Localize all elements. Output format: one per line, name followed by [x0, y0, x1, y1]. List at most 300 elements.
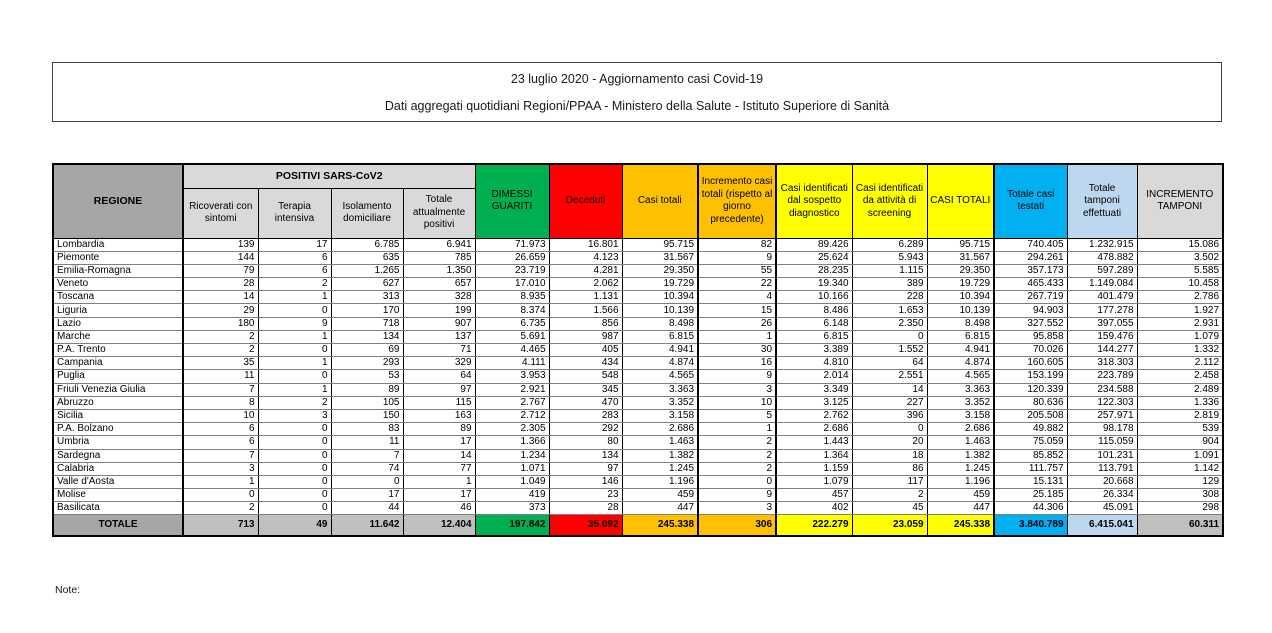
table-cell: 146: [549, 475, 622, 488]
table-cell: 0: [852, 330, 927, 343]
covid-table: [52, 163, 1224, 537]
region-name: Emilia-Romagna: [53, 264, 183, 277]
table-cell: 25.624: [776, 251, 852, 264]
table-cell: 1.079: [776, 475, 852, 488]
column-header-13: Totale tamponi effettuati: [1067, 164, 1137, 238]
table-cell: 1.265: [331, 264, 403, 277]
region-name: Lombardia: [53, 238, 183, 251]
table-cell: 357.173: [994, 264, 1067, 277]
table-cell: 2.686: [776, 423, 852, 436]
table-cell: 1.159: [776, 462, 852, 475]
table-cell: 95.858: [994, 330, 1067, 343]
note-label: Note:: [55, 584, 81, 596]
table-cell: 205.508: [994, 409, 1067, 422]
table-cell: 4.810: [776, 357, 852, 370]
table-cell: 4.941: [622, 344, 698, 357]
table-cell: 1: [698, 423, 776, 436]
table-cell: 10.166: [776, 291, 852, 304]
table-cell: 627: [331, 278, 403, 291]
region-row: [53, 462, 1223, 475]
column-header-4: Totale attualmente positivi: [403, 188, 475, 238]
region-name: Abruzzo: [53, 396, 183, 409]
column-header-11: CASI TOTALI: [927, 164, 994, 238]
table-cell: 328: [403, 291, 475, 304]
table-cell: 434: [549, 357, 622, 370]
table-cell: 0: [258, 370, 331, 383]
table-cell: 6: [183, 436, 258, 449]
table-cell: 402: [776, 502, 852, 515]
table-cell: 2.062: [549, 278, 622, 291]
table-cell: 1.131: [549, 291, 622, 304]
region-name: Toscana: [53, 291, 183, 304]
table-cell: 5: [698, 409, 776, 422]
table-cell: 113.791: [1067, 462, 1137, 475]
region-name: Puglia: [53, 370, 183, 383]
table-cell: 718: [331, 317, 403, 330]
table-cell: 267.719: [994, 291, 1067, 304]
table-cell: 28: [549, 502, 622, 515]
region-row: [53, 449, 1223, 462]
table-cell: 82: [698, 238, 776, 251]
table-cell: 3.363: [927, 383, 994, 396]
table-cell: 3: [258, 409, 331, 422]
table-cell: 0: [258, 449, 331, 462]
table-cell: 1.382: [622, 449, 698, 462]
table-cell: 6.735: [475, 317, 549, 330]
total-cell: 222.279: [776, 515, 852, 536]
table-cell: 177.278: [1067, 304, 1137, 317]
table-cell: 2: [698, 449, 776, 462]
table-cell: 904: [1137, 436, 1223, 449]
table-cell: 4.874: [927, 357, 994, 370]
table-cell: 45.091: [1067, 502, 1137, 515]
region-name: Sicilia: [53, 409, 183, 422]
table-cell: 79: [183, 264, 258, 277]
region-row: [53, 370, 1223, 383]
table-cell: 7: [183, 449, 258, 462]
table-cell: 80.636: [994, 396, 1067, 409]
table-cell: 0: [258, 489, 331, 502]
table-cell: 459: [927, 489, 994, 502]
region-name: Basilicata: [53, 502, 183, 515]
table-cell: 234.588: [1067, 383, 1137, 396]
total-cell: 713: [183, 515, 258, 536]
table-cell: 6.815: [622, 330, 698, 343]
table-cell: 3.349: [776, 383, 852, 396]
table-cell: 5.943: [852, 251, 927, 264]
total-cell: 49: [258, 515, 331, 536]
table-cell: 6: [258, 251, 331, 264]
table-cell: 1.927: [1137, 304, 1223, 317]
total-cell: 6.415.041: [1067, 515, 1137, 536]
group-header-positivi: POSITIVI SARS-CoV2: [183, 164, 475, 188]
table-cell: 10: [183, 409, 258, 422]
column-header-14: INCREMENTO TAMPONI: [1137, 164, 1223, 238]
table-cell: 3: [183, 462, 258, 475]
table-cell: 396: [852, 409, 927, 422]
region-row: [53, 489, 1223, 502]
table-cell: 115: [403, 396, 475, 409]
table-cell: 120.339: [994, 383, 1067, 396]
table-cell: 459: [622, 489, 698, 502]
table-cell: 327.552: [994, 317, 1067, 330]
table-cell: 2.305: [475, 423, 549, 436]
table-cell: 0: [183, 489, 258, 502]
table-body: [53, 238, 1223, 536]
table-cell: 1.196: [622, 475, 698, 488]
table-cell: 740.405: [994, 238, 1067, 251]
table-cell: 8.935: [475, 291, 549, 304]
table-cell: 17: [331, 489, 403, 502]
table-cell: 98.178: [1067, 423, 1137, 436]
table-cell: 8.498: [622, 317, 698, 330]
table-cell: 6: [258, 264, 331, 277]
region-row: [53, 436, 1223, 449]
column-header-10: Casi identificati da attività di screening: [852, 164, 927, 238]
table-cell: 23: [549, 489, 622, 502]
table-cell: 44: [331, 502, 403, 515]
table-cell: 22: [698, 278, 776, 291]
table-cell: 0: [258, 502, 331, 515]
table-cell: 97: [403, 383, 475, 396]
table-cell: 228: [852, 291, 927, 304]
table-cell: 95.715: [927, 238, 994, 251]
region-row: [53, 304, 1223, 317]
table-cell: 2.112: [1137, 357, 1223, 370]
table-cell: 1: [183, 475, 258, 488]
table-cell: 6: [183, 423, 258, 436]
total-cell: 197.842: [475, 515, 549, 536]
table-cell: 3.352: [927, 396, 994, 409]
table-cell: 0: [258, 423, 331, 436]
table-cell: 97: [549, 462, 622, 475]
region-name: Sardegna: [53, 449, 183, 462]
table-cell: 298: [1137, 502, 1223, 515]
table-cell: 9: [258, 317, 331, 330]
table-cell: 11: [331, 436, 403, 449]
table-cell: 29.350: [927, 264, 994, 277]
table-cell: 77: [403, 462, 475, 475]
table-cell: 160.605: [994, 357, 1067, 370]
table-cell: 86: [852, 462, 927, 475]
table-cell: 4.941: [927, 344, 994, 357]
region-row: [53, 383, 1223, 396]
column-header-2: Terapia intensiva: [258, 188, 331, 238]
table-cell: 907: [403, 317, 475, 330]
table-cell: 3.389: [776, 344, 852, 357]
table-cell: 4.465: [475, 344, 549, 357]
region-row: [53, 317, 1223, 330]
table-cell: 1.149.084: [1067, 278, 1137, 291]
table-cell: 292: [549, 423, 622, 436]
table-cell: 49.882: [994, 423, 1067, 436]
table-cell: 3: [698, 502, 776, 515]
table-cell: 14: [403, 449, 475, 462]
region-name: Marche: [53, 330, 183, 343]
table-cell: 26.659: [475, 251, 549, 264]
table-cell: 2.551: [852, 370, 927, 383]
region-row: [53, 264, 1223, 277]
table-cell: 635: [331, 251, 403, 264]
table-cell: 987: [549, 330, 622, 343]
table-cell: 17.010: [475, 278, 549, 291]
table-cell: 134: [331, 330, 403, 343]
column-header-5: DIMESSI GUARITI: [475, 164, 549, 238]
table-cell: 4.123: [549, 251, 622, 264]
table-cell: 1.245: [622, 462, 698, 475]
table-cell: 16: [698, 357, 776, 370]
table-cell: 1: [403, 475, 475, 488]
table-cell: 8.498: [927, 317, 994, 330]
column-header-regione: REGIONE: [53, 164, 183, 238]
table-cell: 4.111: [475, 357, 549, 370]
table-cell: 83: [331, 423, 403, 436]
table-cell: 144: [183, 251, 258, 264]
column-header-9: Casi identificati dal sospetto diagnostico: [776, 164, 852, 238]
region-name: Calabria: [53, 462, 183, 475]
table-cell: 3.363: [622, 383, 698, 396]
table-cell: 1.091: [1137, 449, 1223, 462]
table-cell: 17: [403, 489, 475, 502]
table-cell: 2.767: [475, 396, 549, 409]
region-row: [53, 344, 1223, 357]
table-cell: 70.026: [994, 344, 1067, 357]
table-cell: 10.139: [622, 304, 698, 317]
column-header-6: Deceduti: [549, 164, 622, 238]
table-cell: 30: [698, 344, 776, 357]
column-header-12: Totale casi testati: [994, 164, 1067, 238]
total-cell: 245.338: [622, 515, 698, 536]
table-cell: 2.712: [475, 409, 549, 422]
table-cell: 9: [698, 251, 776, 264]
table-cell: 117: [852, 475, 927, 488]
table-cell: 1: [698, 330, 776, 343]
table-cell: 3.158: [927, 409, 994, 422]
total-row: [53, 515, 1223, 536]
table-cell: 548: [549, 370, 622, 383]
table-cell: 28.235: [776, 264, 852, 277]
table-cell: 8.374: [475, 304, 549, 317]
table-cell: 137: [403, 330, 475, 343]
table-cell: 313: [331, 291, 403, 304]
table-cell: 7: [331, 449, 403, 462]
table-cell: 26: [698, 317, 776, 330]
region-row: [53, 238, 1223, 251]
report-title: 23 luglio 2020 - Aggiornamento casi Covid-19: [510, 71, 764, 86]
table-cell: 15.131: [994, 475, 1067, 488]
table-cell: 9: [698, 370, 776, 383]
table-cell: 111.757: [994, 462, 1067, 475]
table-cell: 2.686: [622, 423, 698, 436]
table-cell: 1.566: [549, 304, 622, 317]
table-cell: 159.476: [1067, 330, 1137, 343]
table-cell: 3: [698, 383, 776, 396]
table-cell: 856: [549, 317, 622, 330]
column-header-3: Isolamento domiciliare: [331, 188, 403, 238]
table-cell: 1.049: [475, 475, 549, 488]
region-row: [53, 251, 1223, 264]
region-row: [53, 423, 1223, 436]
table-cell: 2.350: [852, 317, 927, 330]
table-cell: 1: [258, 383, 331, 396]
table-cell: 373: [475, 502, 549, 515]
table-cell: 465.433: [994, 278, 1067, 291]
table-cell: 478.882: [1067, 251, 1137, 264]
table-cell: 129: [1137, 475, 1223, 488]
table-cell: 2: [183, 330, 258, 343]
table-cell: 94.903: [994, 304, 1067, 317]
table-cell: 10: [698, 396, 776, 409]
table-cell: 1.364: [776, 449, 852, 462]
table-cell: 1.463: [622, 436, 698, 449]
table-cell: 329: [403, 357, 475, 370]
region-name: Friuli Venezia Giulia: [53, 383, 183, 396]
table-cell: 2: [258, 396, 331, 409]
total-label: TOTALE: [53, 515, 183, 536]
table-cell: 1.653: [852, 304, 927, 317]
table-cell: 345: [549, 383, 622, 396]
table-cell: 293: [331, 357, 403, 370]
table-cell: 199: [403, 304, 475, 317]
table-cell: 397.055: [1067, 317, 1137, 330]
region-row: [53, 357, 1223, 370]
table-cell: 3.953: [475, 370, 549, 383]
table-cell: 170: [331, 304, 403, 317]
table-cell: 0: [698, 475, 776, 488]
table-cell: 153.199: [994, 370, 1067, 383]
total-cell: 3.840.789: [994, 515, 1067, 536]
table-cell: 18: [852, 449, 927, 462]
table-cell: 163: [403, 409, 475, 422]
table-cell: 29.350: [622, 264, 698, 277]
region-name: P.A. Trento: [53, 344, 183, 357]
table-cell: 4.565: [927, 370, 994, 383]
table-cell: 64: [403, 370, 475, 383]
table-cell: 17: [258, 238, 331, 251]
table-cell: 2: [698, 462, 776, 475]
table-cell: 2.921: [475, 383, 549, 396]
table-cell: 26.334: [1067, 489, 1137, 502]
table-cell: 539: [1137, 423, 1223, 436]
table-cell: 115.059: [1067, 436, 1137, 449]
table-cell: 2: [183, 502, 258, 515]
table-cell: 223.789: [1067, 370, 1137, 383]
table-cell: 7: [183, 383, 258, 396]
region-name: Piemonte: [53, 251, 183, 264]
table-cell: 2.931: [1137, 317, 1223, 330]
table-cell: 31.567: [927, 251, 994, 264]
column-header-8: Incremento casi totali (rispetto al giorno precedente): [698, 164, 776, 238]
table-cell: 419: [475, 489, 549, 502]
region-name: Umbria: [53, 436, 183, 449]
table-cell: 6.815: [927, 330, 994, 343]
table-cell: 294.261: [994, 251, 1067, 264]
table-cell: 1: [258, 357, 331, 370]
table-cell: 64: [852, 357, 927, 370]
table-cell: 80: [549, 436, 622, 449]
table-cell: 71.973: [475, 238, 549, 251]
table-cell: 20: [852, 436, 927, 449]
table-cell: 19.729: [622, 278, 698, 291]
table-cell: 14: [852, 383, 927, 396]
table-cell: 2.458: [1137, 370, 1223, 383]
table-cell: 23.719: [475, 264, 549, 277]
report-subtitle: Dati aggregati quotidiani Regioni/PPAA - Ministero della Salute - Istituto Superiore di Sanità: [384, 98, 890, 113]
table-cell: 0: [258, 344, 331, 357]
total-cell: 306: [698, 515, 776, 536]
table-cell: 447: [927, 502, 994, 515]
region-name: P.A. Bolzano: [53, 423, 183, 436]
table-cell: 0: [258, 304, 331, 317]
table-cell: 25.185: [994, 489, 1067, 502]
table-cell: 227: [852, 396, 927, 409]
table-cell: 401.479: [1067, 291, 1137, 304]
total-cell: 245.338: [927, 515, 994, 536]
table-cell: 85.852: [994, 449, 1067, 462]
table-cell: 53: [331, 370, 403, 383]
region-name: Veneto: [53, 278, 183, 291]
table-cell: 105: [331, 396, 403, 409]
region-row: [53, 396, 1223, 409]
table-cell: 2: [698, 436, 776, 449]
table-cell: 89: [331, 383, 403, 396]
region-row: [53, 475, 1223, 488]
total-cell: 12.404: [403, 515, 475, 536]
table-cell: 1.332: [1137, 344, 1223, 357]
region-name: Liguria: [53, 304, 183, 317]
table-cell: 29: [183, 304, 258, 317]
table-cell: 101.231: [1067, 449, 1137, 462]
table-cell: 283: [549, 409, 622, 422]
table-cell: 4.874: [622, 357, 698, 370]
table-cell: 6.815: [776, 330, 852, 343]
table-cell: 15.086: [1137, 238, 1223, 251]
region-row: [53, 278, 1223, 291]
table-cell: 10.458: [1137, 278, 1223, 291]
table-cell: 3.352: [622, 396, 698, 409]
table-cell: 1: [258, 291, 331, 304]
table-cell: 55: [698, 264, 776, 277]
table-cell: 2.014: [776, 370, 852, 383]
table-cell: 89: [403, 423, 475, 436]
table-cell: 74: [331, 462, 403, 475]
table-cell: 11: [183, 370, 258, 383]
table-cell: 1.142: [1137, 462, 1223, 475]
table-cell: 1.115: [852, 264, 927, 277]
table-cell: 139: [183, 238, 258, 251]
table-cell: 15: [698, 304, 776, 317]
table-cell: 2: [183, 344, 258, 357]
table-cell: 89.426: [776, 238, 852, 251]
table-cell: 447: [622, 502, 698, 515]
table-cell: 2.686: [927, 423, 994, 436]
table-cell: 389: [852, 278, 927, 291]
table-cell: 3.502: [1137, 251, 1223, 264]
table-cell: 1.366: [475, 436, 549, 449]
table-cell: 19.729: [927, 278, 994, 291]
table-cell: 4.281: [549, 264, 622, 277]
table-cell: 6.785: [331, 238, 403, 251]
table-cell: 180: [183, 317, 258, 330]
total-cell: 35.092: [549, 515, 622, 536]
table-cell: 2: [258, 278, 331, 291]
table-cell: 6.289: [852, 238, 927, 251]
table-cell: 1.382: [927, 449, 994, 462]
table-cell: 10.139: [927, 304, 994, 317]
table-cell: 318.303: [1067, 357, 1137, 370]
region-name: Campania: [53, 357, 183, 370]
table-cell: 0: [258, 462, 331, 475]
